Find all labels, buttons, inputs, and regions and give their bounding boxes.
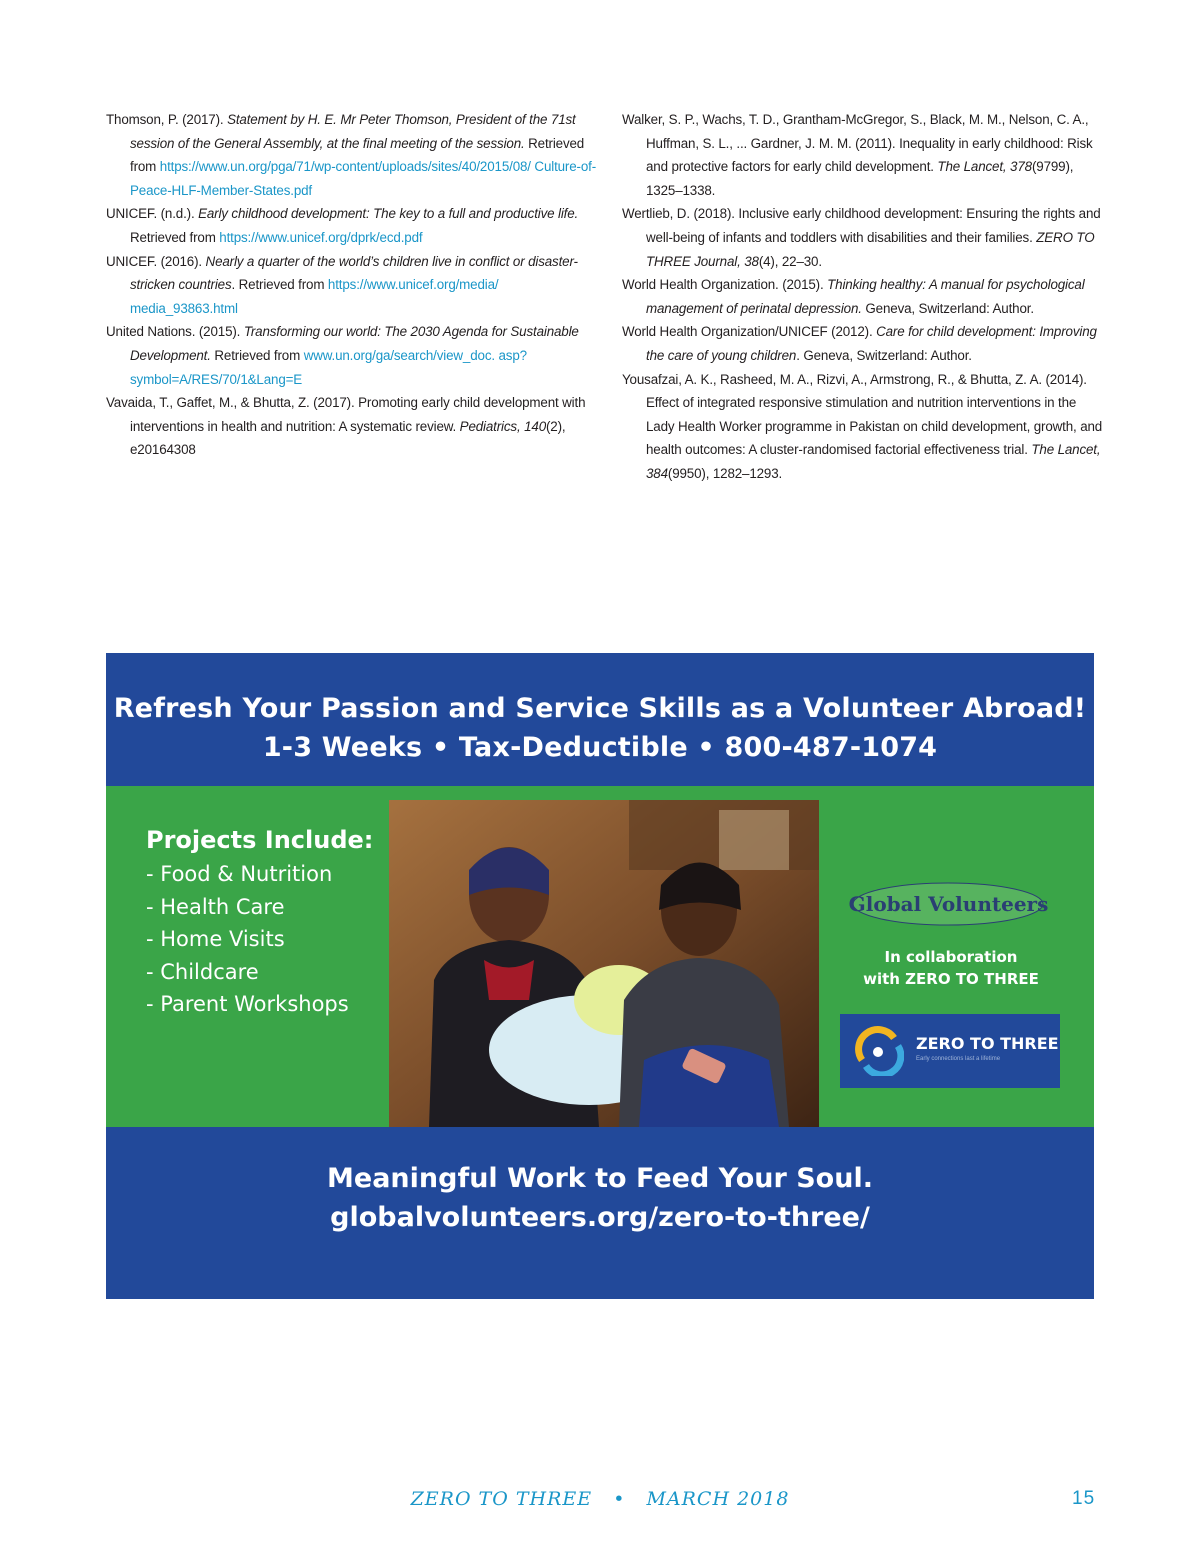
reference-entry (622, 108, 1107, 202)
reference-title: Early childhood development: The key to a full and productive life. (198, 206, 579, 222)
footer-running-title (0, 1488, 1200, 1510)
reference-entry (106, 202, 601, 249)
reference-title: Statement by H. E. Mr Peter Thomson, President of the 71st session of the General Assembly, at the final meeting of the session. (130, 112, 576, 151)
ad-subheadline: 1-3 Weeks • Tax-Deductible • 800-487-1074 (262, 732, 938, 763)
reference-title: Pediatrics, 140 (459, 418, 546, 434)
reference-text: (2), e20164308 (130, 418, 566, 458)
reference-text: (4), 22–30. (758, 253, 822, 269)
project-item: - Food & Nutrition (146, 862, 333, 886)
ad-url[interactable]: globalvolunteers.org/zero-to-three/ (330, 1202, 870, 1233)
reference-entry (106, 250, 601, 321)
reference-text: World Health Organization/UNICEF (2012). (622, 324, 877, 340)
project-item: - Health Care (146, 894, 285, 919)
projects-list (146, 826, 373, 1021)
reference-text: Wertlieb, D. (2018). Inclusive early childhood development: Ensuring the rights and well-being of infants and toddlers with disabilities and their families. (622, 206, 1101, 245)
reference-text: Walker, S. P., Wachs, T. D., Grantham-McGregor, S., Black, M. M., Nelson, C. A., Huffman, S. L., ... Gardner, J. M. M. (2011). Inequality in early childhood: Risk and protective factors for early child development. (622, 112, 1093, 175)
project-item: - Parent Workshops (146, 992, 349, 1016)
reference-link[interactable]: https://www.unicef.org/dprk/ecd.pdf (219, 229, 423, 245)
zero-to-three-logo (840, 1014, 1060, 1088)
projects-title: Projects Include: (146, 826, 374, 854)
reference-title: Nearly a quarter of the world’s children live in conflict or disaster-stricken countries (130, 253, 578, 293)
reference-link[interactable]: https://www.unicef.org/media/ media_93863.html (130, 277, 499, 316)
reference-title: The Lancet, 378 (937, 159, 1032, 175)
collaboration-line-2: with ZERO TO THREE (863, 970, 1039, 988)
collaboration-line-1: In collaboration (884, 948, 1018, 966)
ad-footer (106, 1127, 1094, 1299)
global-volunteers-ad[interactable] (106, 653, 1094, 1299)
page-number: 15 (1072, 1488, 1096, 1509)
reference-entry (106, 391, 601, 462)
reference-title: Care for child development: Improving the care of young children (646, 324, 1097, 363)
reference-title: Thinking healthy: A manual for psychological management of perinatal depression. (646, 277, 1085, 316)
footer-bullet: • (613, 1488, 626, 1510)
reference-entry (622, 320, 1107, 367)
reference-entry (622, 273, 1107, 320)
reference-text: Thomson, P. (2017). (106, 112, 228, 127)
reference-text: Yousafzai, A. K., Rasheed, M. A., Rizvi, A., Armstrong, R., & Bhutta, Z. A. (2014). Effect of integrated responsive stimulation and nutrition interventions in the Lady Health Worker programme in Pakistan on child development, growth, and health outcomes: A cluster-randomised factorial effectiveness trial. (622, 371, 1103, 458)
reference-text: (9799), 1325–1338. (646, 159, 1074, 198)
reference-link[interactable]: www.un.org/ga/search/view_doc. asp?symbol=A/RES/70/1&Lang=E (130, 347, 527, 387)
reference-title: Transforming our world: The 2030 Agenda for Sustainable Development. (130, 324, 579, 363)
footer-date: MARCH 2018 (646, 1488, 790, 1510)
reference-text: Retrieved from (130, 229, 220, 245)
reference-entry (622, 368, 1107, 486)
references-left-column (106, 108, 601, 462)
project-item: - Childcare (146, 959, 259, 984)
reference-text: World Health Organization. (2015). (622, 277, 828, 293)
reference-text: UNICEF. (n.d.). (106, 206, 199, 222)
reference-text: Vavaida, T., Gaffet, M., & Bhutta, Z. (2017). Promoting early child development with interventions in health and nutrition: A systematic review. (106, 395, 586, 434)
ad-body (106, 786, 1094, 1127)
ad-headline: Refresh Your Passion and Service Skills as a Volunteer Abroad! (113, 693, 1087, 724)
reference-text: Geneva, Switzerland: Author. (861, 300, 1034, 316)
reference-entry (106, 108, 601, 202)
reference-entry (106, 320, 601, 391)
global-volunteers-logo: Global Volunteers (848, 892, 1049, 916)
reference-text: (9950), 1282–1293. (667, 465, 783, 481)
reference-text: . Geneva, Switzerland: Author. (796, 347, 972, 363)
reference-text: United Nations. (2015). (106, 324, 244, 340)
collaboration-text (851, 946, 1051, 990)
footer-journal: ZERO TO THREE (410, 1488, 593, 1510)
reference-title: ZERO TO THREE Journal, 38 (646, 229, 1095, 269)
project-item: - Home Visits (146, 927, 285, 951)
zero-to-three-mark-icon (854, 1026, 904, 1076)
volunteers-photo (389, 800, 819, 1127)
ad-header (106, 653, 1094, 786)
reference-entry (622, 202, 1107, 273)
reference-text: Retrieved from (210, 347, 304, 363)
reference-text: . Retrieved from (231, 277, 328, 293)
reference-title: The Lancet, 384 (646, 442, 1101, 481)
reference-link[interactable]: https://www.un.org/pga/71/wp-content/uploads/sites/40/2015/08/ Culture-of-Peace-HLF-Member-States.pdf (130, 159, 597, 198)
reference-text: UNICEF. (2016). (106, 253, 206, 269)
zero-to-three-wordmark: ZERO TO THREE (916, 1034, 1059, 1053)
zero-to-three-tagline: Early connections last a lifetime (916, 1056, 1001, 1062)
ad-tagline: Meaningful Work to Feed Your Soul. (327, 1163, 873, 1194)
reference-text: Retrieved from (130, 135, 585, 175)
references-right-column (622, 108, 1107, 486)
